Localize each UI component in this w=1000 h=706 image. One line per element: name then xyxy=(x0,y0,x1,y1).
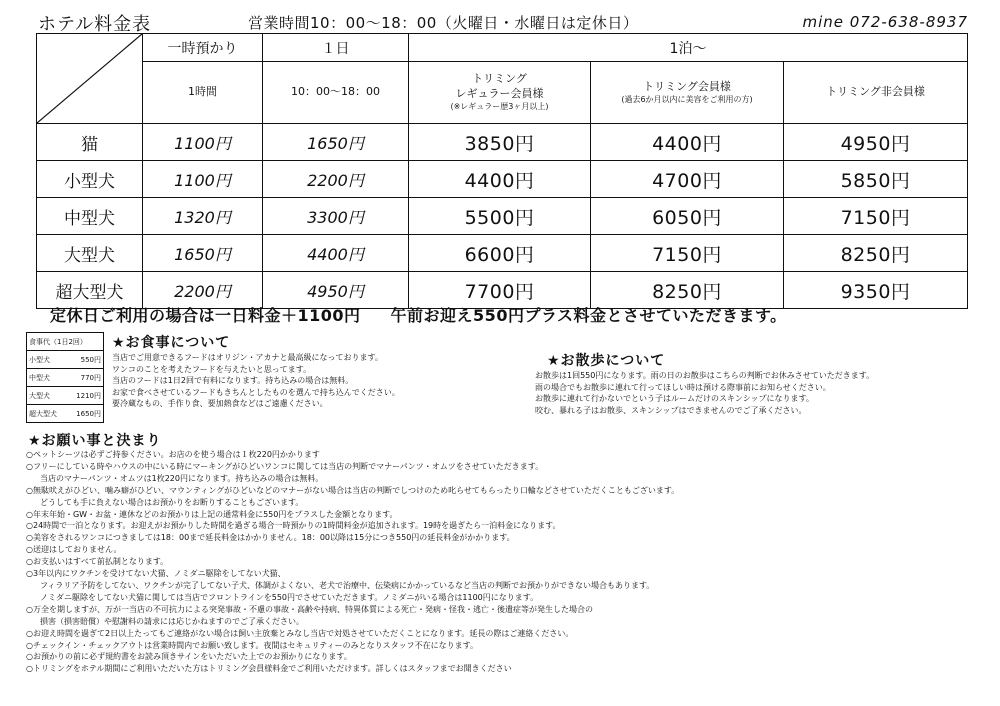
sub-header-row xyxy=(37,62,968,124)
meal-line: 当店のフードは1日2回で有料になります。持ち込みの場合は無料。 xyxy=(112,376,354,385)
walk-text xyxy=(535,370,874,416)
row-label: 超大型犬 xyxy=(37,272,143,309)
rule-line: ○お迎え時間を過ぎて2日以上たってもご連絡がない場合は飼い主放棄とみなし当店で対処させていただくことになります。延長の際はご連絡ください。 xyxy=(26,628,574,638)
row-label: 猫 xyxy=(37,124,143,161)
meal-line: お家で食べさせているフードもきちんとしたものを選んで持ち込んでください。 xyxy=(112,387,400,397)
price-cell: 2200円 xyxy=(263,161,409,198)
rules-list xyxy=(26,449,679,675)
table-row xyxy=(37,161,968,198)
price-cell: 3300円 xyxy=(263,198,409,235)
rule-line: ○無駄吠えがひどい、噛み癖がひどい、マウンティングがひどいなどのマナーがない場合は当店の判断でしつけのため叱らせてもらったり口輪などさせていただくこともございます。 xyxy=(26,485,680,495)
price-table xyxy=(36,33,968,309)
meal-fee-table xyxy=(26,332,104,423)
meal-fee-amount: 1650円 xyxy=(76,409,101,418)
corner-cell xyxy=(37,34,143,124)
header-overnight: 1泊～ xyxy=(409,34,968,62)
business-hours: 営業時間10：00～18：00（火曜日・水曜日は定休日） xyxy=(248,14,639,32)
price-cell: 1100円 xyxy=(143,161,263,198)
price-cell: 5500円 xyxy=(409,198,591,235)
meal-fee-name: 大型犬 xyxy=(29,391,50,400)
walk-line: 咬む、暴れる子はお散歩、スキンシップはできませんのでご了承ください。 xyxy=(535,405,807,415)
price-cell: 7700円 xyxy=(409,272,591,309)
row-label: 中型犬 xyxy=(37,198,143,235)
regular-note: (※レギュラー歴3ヶ月以上) xyxy=(450,101,549,111)
meal-fee-row xyxy=(27,351,104,369)
price-cell: 4950円 xyxy=(784,124,968,161)
rule-line: どうしても手に負えない場合はお預かりをお断りすることもございます。 xyxy=(40,497,304,507)
meal-text xyxy=(112,352,400,410)
price-cell: 1320円 xyxy=(143,198,263,235)
sub-header-nonmember: トリミング非会員様 xyxy=(784,62,968,124)
sub-header-day: 10：00～18：00 xyxy=(263,62,409,124)
meal-fee-row xyxy=(27,333,104,351)
rule-line: 当店のマナーパンツ・オムツは1枚220円になります。持ち込みの場合は無料。 xyxy=(40,473,324,483)
price-cell: 4950円 xyxy=(263,272,409,309)
meal-line: 要冷蔵なもの、手作り食、要加熱食などはご遠慮ください。 xyxy=(112,399,328,408)
price-cell: 7150円 xyxy=(591,235,784,272)
price-cell: 8250円 xyxy=(591,272,784,309)
group-header-row xyxy=(37,34,968,62)
rules-heading: ★お願い事と決まり xyxy=(28,433,162,449)
rule-line: ○美容をされるワンコにつきましては18：00まで延長料金はかかりません。18：00以降は15分につき550円の延長料金がかかります。 xyxy=(26,533,515,543)
member-label: トリミング会員様 xyxy=(643,79,731,93)
header-temporary: 一時預かり xyxy=(143,34,263,62)
meal-fee-row xyxy=(27,405,104,423)
price-cell: 1650円 xyxy=(143,235,263,272)
rule-line: ○お預かりの前に必ず規約書をお読み頂きサインをいただいた上でのお預かりになります。 xyxy=(26,652,352,662)
meal-heading: ★お食事について xyxy=(112,335,231,351)
member-note: (過去6か月以内に美容をご利用の方) xyxy=(621,94,753,104)
price-cell: 5850円 xyxy=(784,161,968,198)
contact-phone: mine 072-638-8937 xyxy=(802,13,968,31)
price-cell: 9350円 xyxy=(784,272,968,309)
rule-line: ○チェックイン・チェックアウトは営業時間内でお願い致します。夜間はセキュリティーのみとなりスタッフ不在になります。 xyxy=(26,640,479,650)
price-cell: 1650円 xyxy=(263,124,409,161)
regular-line1: トリミング xyxy=(472,72,527,86)
walk-line: 雨の場合でもお散歩に連れて行ってほしい時は預ける際事前にお知らせください。 xyxy=(535,382,831,392)
meal-fee-amount: 550円 xyxy=(80,355,101,364)
table-row xyxy=(37,124,968,161)
meal-fee-name: 中型犬 xyxy=(29,373,50,382)
price-cell: 4400円 xyxy=(591,124,784,161)
page-header xyxy=(38,10,968,34)
header-day: １日 xyxy=(263,34,409,62)
meal-fee-name: 小型犬 xyxy=(29,355,50,364)
row-label: 小型犬 xyxy=(37,161,143,198)
table-row xyxy=(37,198,968,235)
rule-line: ○トリミングをホテル期間にご利用いただいた方はトリミング会員様料金でご利用いただけます。詳しくはスタッフまでお聞きください xyxy=(26,664,512,674)
rule-line: ノミダニ駆除をしてない犬猫に関しては当店でフロントラインを550円でさせていただきます。ノミダニがいる場合は1100円になります。 xyxy=(40,592,539,602)
sub-header-regular xyxy=(409,62,591,124)
rule-line: ○フリーにしている時やハウスの中にいる時にマーキングがひどいワンコに関しては当店の判断でマナーパンツ・オムツをさせていただきます。 xyxy=(26,461,544,471)
rule-line: ○送迎はしておりません。 xyxy=(26,545,122,555)
rule-line: ○年末年始・GW・お盆・連休などのお預かりは上記の通常料金に550円をプラスした金額となります。 xyxy=(26,509,398,519)
sub-header-member xyxy=(591,62,784,124)
rule-line: ○3年以内にワクチンを受けてない犬猫、ノミダニ駆除をしてない犬猫、 xyxy=(26,569,286,579)
table-row xyxy=(37,235,968,272)
surcharge-notice xyxy=(50,303,980,326)
sub-header-hourly: 1時間 xyxy=(143,62,263,124)
price-cell: 4400円 xyxy=(263,235,409,272)
meal-line: ワンコのことを考えたフードを与えたいと思ってます。 xyxy=(112,364,312,374)
pickup-surcharge: 午前お迎え550円プラス料金とさせていただきます。 xyxy=(390,306,787,325)
meal-fee-amount: 770円 xyxy=(80,373,101,382)
page-title: ホテル料金表 xyxy=(38,14,152,35)
walk-line: お散歩に連れて行かないでという子はルームだけのスキンシップになります。 xyxy=(535,394,814,403)
price-cell: 4400円 xyxy=(409,161,591,198)
row-label: 大型犬 xyxy=(37,235,143,272)
meal-fee-amount: 1210円 xyxy=(76,391,101,400)
meal-fee-name: 食事代（1日2回） xyxy=(29,337,87,346)
meal-line: 当店でご用意できるフードはオリジン・アカナと最高級になっております。 xyxy=(112,353,383,362)
holiday-surcharge: 定休日ご利用の場合は一日料金＋1100円 xyxy=(50,306,361,325)
meal-fee-row xyxy=(27,387,104,405)
rule-line: ○ペットシーツは必ずご持参ください。お店のを使う場合は１枚220円かかります xyxy=(26,450,320,459)
price-cell: 1100円 xyxy=(143,124,263,161)
price-cell: 8250円 xyxy=(784,235,968,272)
price-cell: 7150円 xyxy=(784,198,968,235)
price-cell: 6600円 xyxy=(409,235,591,272)
price-cell: 2200円 xyxy=(143,272,263,309)
walk-line: お散歩は1回550円になります。雨の日のお散歩はこちらの判断でお休みさせていただきます。 xyxy=(535,371,875,380)
price-cell: 4700円 xyxy=(591,161,784,198)
rule-line: ○24時間で一泊となります。お迎えがお預かりした時間を過ぎる場合一時預かりの1時間料金が追加されます。19時を過ぎたら一泊料金になります。 xyxy=(26,521,561,531)
rule-line: 損害（損害賠償）や慰謝料の請求には応じかねますのでご了承ください。 xyxy=(40,616,304,626)
rule-line: ○万全を期しますが、万が一当店の不可抗力による突発事故・不慮の事故・高齢や持病、特異体質による死亡・発病・怪我・逃亡・後遺症等が発生した場合の xyxy=(26,604,593,614)
meal-fee-name: 超大型犬 xyxy=(29,409,57,418)
meal-fee-row xyxy=(27,369,104,387)
rule-line: ○お支払いはすべて前払制となります。 xyxy=(26,557,169,567)
rule-line: フィラリア予防をしてない、ワクチンが完了してない子犬、体調がよくない、老犬で治療中、伝染病にかかっているなど当店の判断でお預かりができない場合もあります。 xyxy=(40,580,655,590)
regular-line2: レギュラー会員様 xyxy=(455,87,544,101)
walk-heading: ★お散歩について xyxy=(547,353,666,369)
diagonal-line xyxy=(37,34,142,123)
price-cell: 3850円 xyxy=(409,124,591,161)
price-cell: 6050円 xyxy=(591,198,784,235)
